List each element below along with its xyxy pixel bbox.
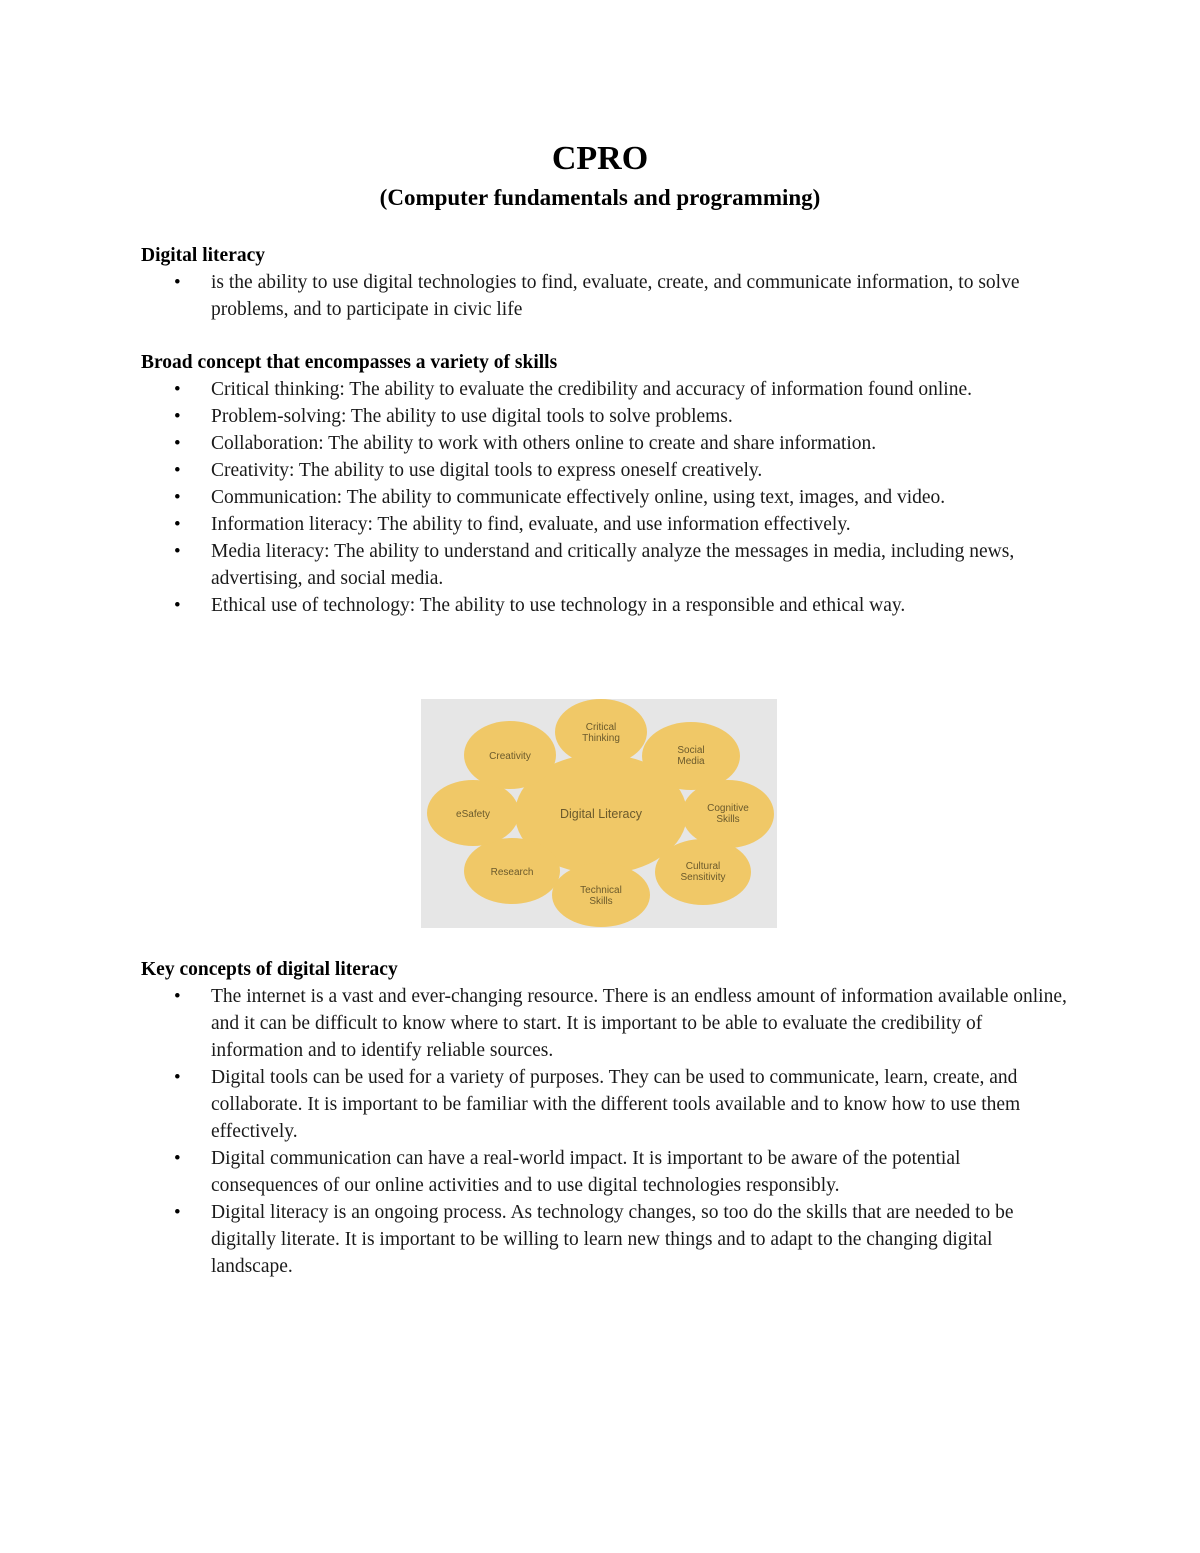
section-heading: Digital literacy [141, 245, 265, 266]
list-item: • Critical thinking: The ability to evaluate the credibility and accuracy of information found online. [141, 376, 1071, 403]
node-label: Cultural [685, 861, 721, 872]
node-label: Media [677, 756, 705, 767]
list-item: • Media literacy: The ability to understand and critically analyze the messages in media, including news, advertising, and social media. [141, 538, 1071, 592]
document-subtitle: (Computer fundamentals and programming) [379, 185, 821, 210]
node-label: eSafety [456, 809, 490, 820]
bullet-list [141, 376, 1071, 619]
section-heading: Broad concept that encompasses a variety of skills [141, 352, 558, 373]
node-label: Technical [580, 885, 622, 896]
node-label: Thinking [582, 733, 620, 744]
list-item: • Creativity: The ability to use digital tools to express oneself creatively. [141, 457, 1071, 484]
list-item: • Communication: The ability to communicate effectively online, using text, images, and video. [141, 484, 1071, 511]
list-item: • The internet is a vast and ever-changing resource. There is an endless amount of information available online, and it can be difficult to know where to start. It is important to be able to evaluate the credibility of information and to identify reliable sources. [141, 983, 1071, 1064]
node-label: Critical [585, 722, 617, 733]
bullet-list [141, 269, 1071, 323]
digital-literacy-diagram [421, 699, 777, 928]
center-label: Digital Literacy [560, 807, 642, 821]
node-label: Social [677, 745, 705, 756]
section-heading: Key concepts of digital literacy [141, 959, 398, 980]
list-item: • Problem-solving: The ability to use digital tools to solve problems. [141, 403, 1071, 430]
list-item: • is the ability to use digital technologies to find, evaluate, create, and communicate information, to solve problems, and to participate in civic life [141, 269, 1071, 323]
node-label: Skills [589, 896, 613, 907]
bullet-list [141, 983, 1071, 1280]
key-concepts-section [141, 956, 1071, 1280]
broad-concept-section [141, 349, 1071, 619]
digital-literacy-section [141, 242, 1071, 323]
list-item: • Digital tools can be used for a variety of purposes. They can be used to communicate, learn, create, and collaborate. It is important to be familiar with the different tools available and to know how to use them effectively. [141, 1064, 1071, 1145]
list-item: • Collaboration: The ability to work with others online to create and share information. [141, 430, 1071, 457]
node-label: Research [490, 867, 534, 878]
list-item: • Information literacy: The ability to find, evaluate, and use information effectively. [141, 511, 1071, 538]
node-label: Cognitive [707, 803, 749, 814]
document-title: CPRO [551, 140, 649, 177]
node-label: Creativity [489, 751, 531, 762]
list-item: • Digital communication can have a real-world impact. It is important to be aware of the potential consequences of our online activities and to use digital technologies responsibly. [141, 1145, 1071, 1199]
node-label: Sensitivity [680, 872, 726, 883]
list-item: • Ethical use of technology: The ability to use technology in a responsible and ethical way. [141, 592, 1071, 619]
node-label: Skills [716, 814, 740, 825]
list-item: • Digital literacy is an ongoing process. As technology changes, so too do the skills that are needed to be digitally literate. It is important to be willing to learn new things and to adapt to the changing digital landscape. [141, 1199, 1071, 1280]
